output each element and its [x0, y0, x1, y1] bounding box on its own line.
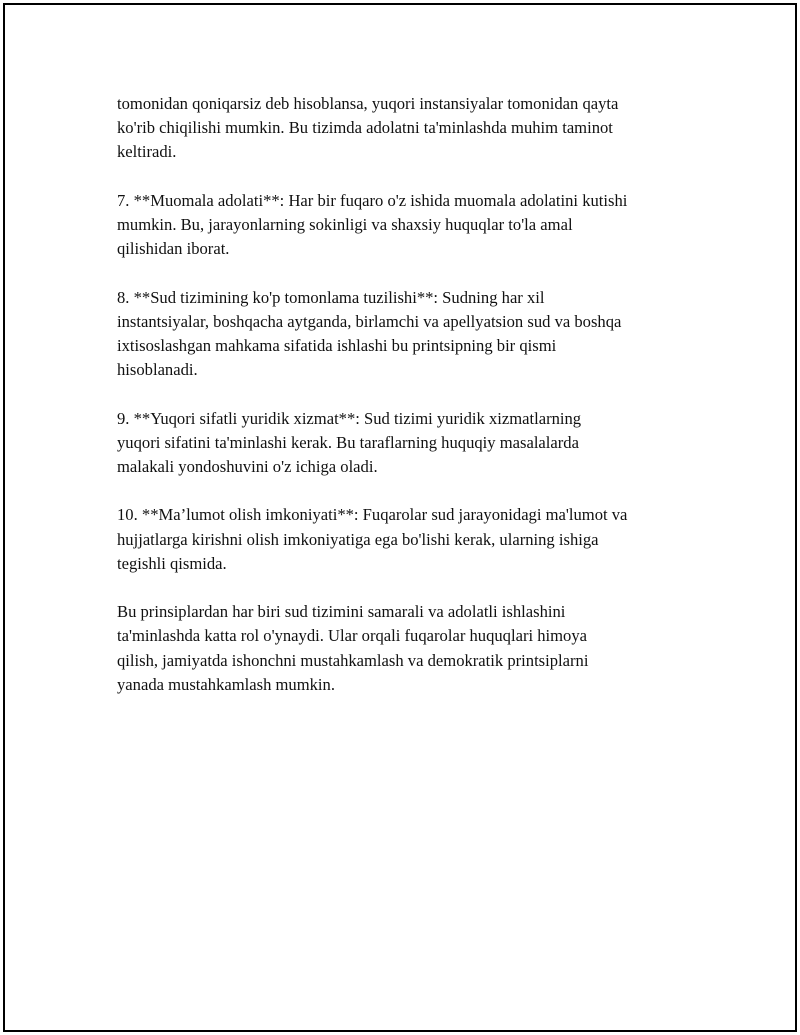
document-body	[117, 92, 697, 721]
paragraph-item-10	[117, 503, 697, 576]
paragraph-item-7	[117, 189, 697, 262]
text-line: ixtisoslashgan mahkama sifatida ishlashi bu printsipning bir qismi	[117, 336, 557, 355]
text-line: Bu prinsiplardan har biri sud tizimini samarali va adolatli ishlashini	[117, 602, 566, 622]
text-line: ta'minlashda katta rol o'ynaydi. Ular orqali fuqarolar huquqlari himoya	[117, 626, 588, 646]
paragraph-continuation	[117, 92, 697, 165]
text-line: mumkin. Bu, jarayonlarning sokinligi va shaxsiy huquqlar to'la amal	[117, 215, 573, 234]
text-line: keltiradi.	[117, 142, 177, 162]
text-line: qilish, jamiyatda ishonchni mustahkamlash va demokratik printsiplarni	[117, 650, 589, 670]
text-line: 8. **Sud tizimining ko'p tomonlama tuzilishi**: Sudning har xil	[117, 287, 545, 307]
text-line: malakali yondoshuvini o'z ichiga oladi.	[117, 457, 378, 476]
paragraph-conclusion	[117, 600, 697, 697]
text-line: 7. **Muomala adolati**: Har bir fuqaro o'z ishida muomala adolatini kutishi	[117, 190, 628, 210]
text-line: tomonidan qoniqarsiz deb hisoblansa, yuqori instansiyalar tomonidan qayta	[117, 94, 619, 113]
text-line: hisoblanadi.	[117, 360, 198, 380]
paragraph-item-8	[117, 286, 697, 383]
text-line: 10. **Ma’lumot olish imkoniyati**: Fuqarolar sud jarayonidagi ma'lumot va	[117, 505, 628, 525]
text-line: tegishli qismida.	[117, 553, 227, 573]
text-line: instantsiyalar, boshqacha aytganda, birlamchi va apellyatsion sud va boshqa	[117, 311, 622, 331]
text-line: ko'rib chiqilishi mumkin. Bu tizimda adolatni ta'minlashda muhim taminot	[117, 118, 613, 138]
text-line: hujjatlarga kirishni olish imkoniyatiga ega bo'lishi kerak, ularning ishiga	[117, 529, 599, 549]
text-line: yanada mustahkamlash mumkin.	[117, 674, 335, 694]
text-line: yuqori sifatini ta'minlashi kerak. Bu taraflarning huquqiy masalalarda	[117, 432, 579, 452]
text-line: 9. **Yuqori sifatli yuridik xizmat**: Sud tizimi yuridik xizmatlarning	[117, 408, 582, 428]
text-line: qilishidan iborat.	[117, 239, 230, 259]
paragraph-item-9	[117, 407, 697, 480]
